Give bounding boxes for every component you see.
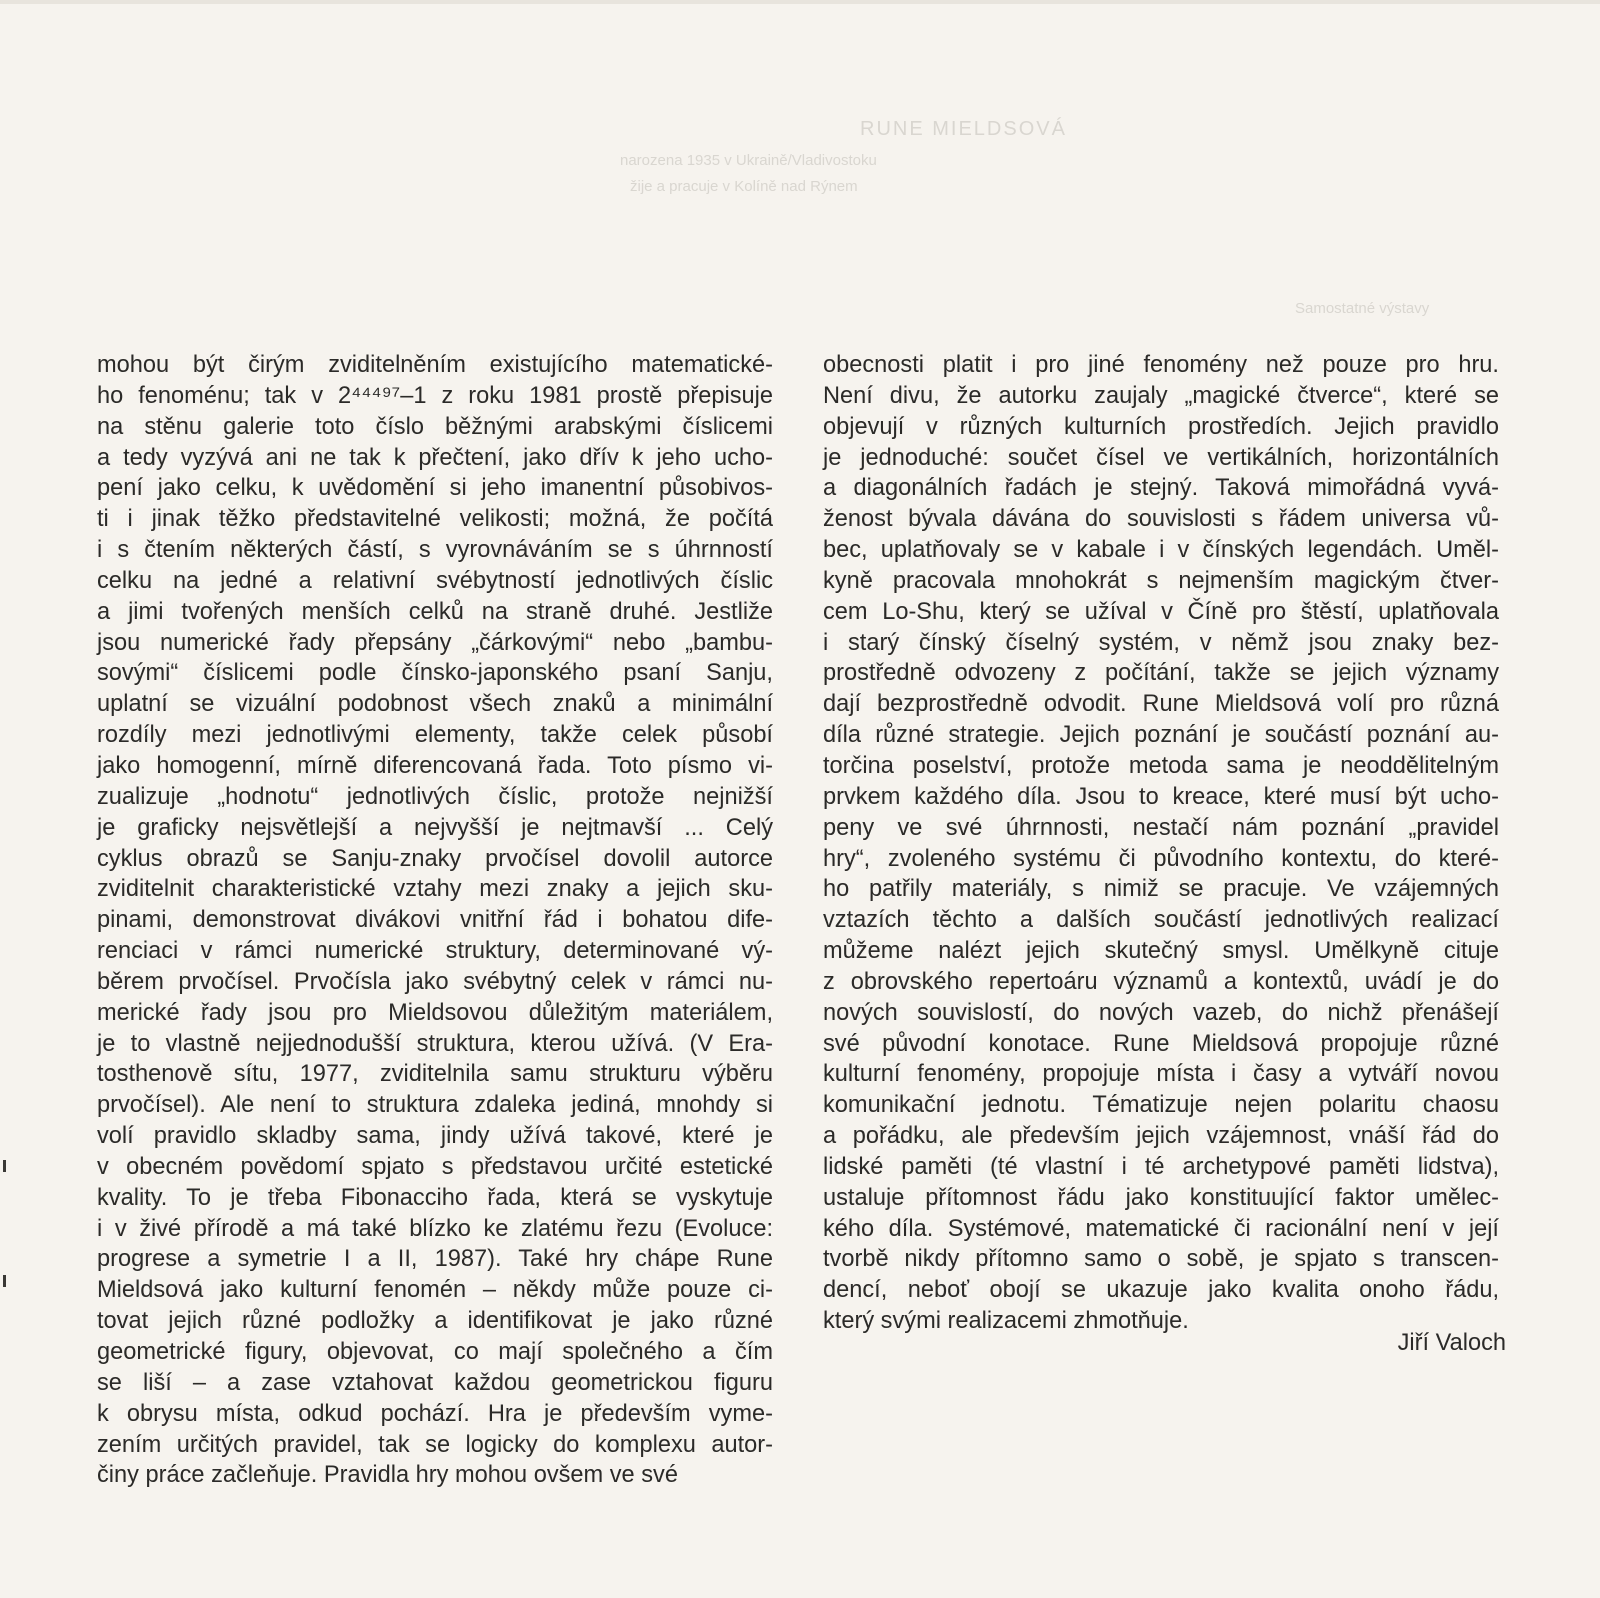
text-line: jsou numerické řady přepsány „čárkovými“ nebo „bambu- [97,629,773,656]
text-line: Není divu, že autorku zaujaly „magické čtverce“, které se [823,382,1499,409]
text-line: ho patřily materiály, s nimiž se pracuje. Ve vzájemných [823,876,1499,903]
text-line: progrese a symetrie I a II, 1987). Také hry chápe Rune [97,1246,773,1273]
text-line: volí pravidlo skladby sama, jindy užívá takové, které je [97,1123,773,1150]
text-line: prvkem každého díla. Jsou to kreace, které musí být ucho- [823,783,1499,810]
text-line: běrem prvočísel. Prvočísla jako svébytný celek v rámci nu- [97,968,773,995]
text-line: zením určitých pravidel, tak se logicky do komplexu autor- [97,1431,773,1458]
page-top-edge [0,0,1600,4]
text-line: objevují v různých kulturních prostředích. Jejich pravidlo [823,413,1499,440]
binding-mark [3,1160,6,1172]
text-line: torčina poselství, protože metoda sama je neoddělitelným [823,752,1499,779]
text-line: kulturní fenomény, propojuje místa i časy a vytváří novou [823,1061,1499,1088]
text-line: je jednoduché: součet čísel ve vertikálních, horizontálních [823,444,1499,471]
text-line: ženost bývala dávána do souvislosti s řádem universa vů- [823,506,1499,533]
text-line: a tedy vyzývá ani ne tak k přečtení, jako dřív k jeho ucho- [97,444,773,471]
text-line: peny ve své úhrnnosti, nestačí nám poznání „pravidel [823,814,1499,841]
text-line: prvočísel). Ale není to struktura zdaleka jediná, mnohdy si [97,1092,773,1119]
text-line: je to vlastně nejjednodušší struktura, kterou užívá. (V Era- [97,1030,773,1057]
text-line: uplatní se vizuální podobnost všech znaků a minimální [97,691,773,718]
text-line: cyklus obrazů se Sanju-znaky prvočísel dovolil autorce [97,845,773,872]
text-line: kého díla. Systémové, matematické či racionální není v její [823,1215,1499,1242]
text-line: díla různé strategie. Jejich poznání je součástí poznání au- [823,722,1499,749]
text-column-right [823,350,1499,1337]
text-line: rozdíly mezi jednotlivými elementy, takže celek působí [97,722,773,749]
text-line: geometrické figury, objevovat, co mají společného a čím [97,1339,773,1365]
text-line: se liší – a zase vztahovat každou geometrickou figuru [97,1369,773,1396]
text-line: mohou být čirým zviditelněním existujícího matematické- [97,352,773,378]
text-line: prostředně odvozeny z počítání, takže se jejich významy [823,660,1499,687]
text-line: kyně pracovala mnohokrát s nejmenším magickým čtver- [823,567,1499,594]
text-line: merické řady jsou pro Mieldsovou důležitým materiálem, [97,999,773,1026]
text-line: sovými“ číslicemi podle čínsko-japonského psaní Sanju, [97,660,773,687]
text-line: a pořádku, ale především jejich vzájemnost, vnáší řád do [823,1123,1499,1150]
author-signature: Jiří Valoch [1397,1330,1506,1356]
text-line: který svými realizacemi zhmotňuje. [823,1308,1189,1335]
text-line: činy práce začleňuje. Pravidla hry mohou ovšem ve své [97,1462,678,1489]
text-line: lidské paměti (té vlastní i té archetypové paměti lidstva), [823,1153,1499,1180]
text-line: k obrysu místa, odkud pochází. Hra je především vyme- [97,1400,773,1427]
text-line: ho fenoménu; tak v 2⁴⁴⁴⁹⁷–1 z roku 1981 prostě přepisuje [97,382,773,409]
text-line: a jimi tvořených menších celků na straně druhé. Jestliže [97,598,773,625]
text-line: hry“, zvoleného systému či původního kontextu, do které- [823,845,1499,872]
text-line: celku na jedné a relativní svébytností jednotlivých číslic [97,567,773,594]
text-line: pinami, demonstrovat divákovi vnitřní řád i bohatou dife- [97,907,773,934]
text-line: a diagonálních řadách je stejný. Taková mimořádná vyvá- [823,475,1499,502]
text-line: tvorbě nikdy přítomno samo o sobě, je spjato s transcen- [823,1246,1499,1273]
text-line: cem Lo-Shu, který se užíval v Číně pro štěstí, uplatňovala [823,598,1499,625]
text-line: na stěnu galerie toto číslo běžnými arabskými číslicemi [97,413,773,440]
bleed-through-line: žije a pracuje v Kolíně nad Rýnem [630,178,858,195]
text-line: i v živé přírodě a má také blízko ke zlatému řezu (Evoluce: [97,1215,773,1242]
text-line: nových souvislostí, do nových vazeb, do nichž přenášejí [823,999,1499,1026]
binding-mark [3,1275,6,1287]
text-line: obecnosti platit i pro jiné fenomény než pouze pro hru. [823,352,1499,378]
text-line: své původní konotace. Rune Mieldsová propojuje různé [823,1030,1499,1057]
text-line: dencí, neboť obojí se ukazuje jako kvalita onoho řádu, [823,1277,1499,1304]
text-line: Mieldsová jako kulturní fenomén – někdy může pouze ci- [97,1277,773,1304]
text-line: pení jako celku, k uvědomění si jeho imanentní působivos- [97,475,773,502]
text-line: komunikační jednotu. Tématizuje nejen polaritu chaosu [823,1092,1499,1119]
text-line: i s čtením některých částí, s vyrovnáváním se s úhrnností [97,537,773,564]
text-line: ustaluje přítomnost řádu jako konstituující faktor umělec- [823,1184,1499,1211]
text-line: v obecném povědomí spjato s představou určité estetické [97,1153,773,1180]
bleed-through-title: RUNE MIELDSOVÁ [860,118,1067,140]
bleed-through-heading: Samostatné výstavy [1295,300,1430,317]
text-line: ti i jinak těžko představitelné velikosti; možná, že počítá [97,506,773,533]
text-line: vztazích těchto a dalších součástí jednotlivých realizací [823,907,1499,934]
text-line: dají bezprostředně odvodit. Rune Mieldsová volí pro různá [823,691,1499,718]
text-line: tosthenově sítu, 1977, zviditelnila samu strukturu výběru [97,1061,773,1088]
text-column-left [97,350,773,1491]
text-line: kvality. To je třeba Fibonacciho řada, která se vyskytuje [97,1184,773,1211]
text-line: bec, uplatňovaly se v kabale i v čínských legendách. Uměl- [823,537,1499,564]
text-line: zualizuje „hodnotu“ jednotlivých číslic, protože nejnižší [97,783,773,810]
text-line: tovat jejich různé podložky a identifikovat je jako různé [97,1308,773,1335]
bleed-through-line: narozena 1935 v Ukraině/Vladivostoku [620,152,877,169]
text-line: renciaci v rámci numerické struktury, determinované vý- [97,938,773,965]
text-line: je graficky nejsvětlejší a nejvyšší je nejtmavší ... Celý [97,814,773,841]
text-line: zviditelnit charakteristické vztahy mezi znaky a jejich sku- [97,876,773,903]
text-line: z obrovského repertoáru významů a kontextů, uvádí je do [823,968,1499,995]
text-line: jako homogenní, mírně diferencovaná řada. Toto písmo vi- [97,752,773,779]
text-line: můžeme nalézt jejich skutečný smysl. Umělkyně cituje [823,938,1499,965]
text-line: i starý čínský číselný systém, v němž jsou znaky bez- [823,629,1499,656]
